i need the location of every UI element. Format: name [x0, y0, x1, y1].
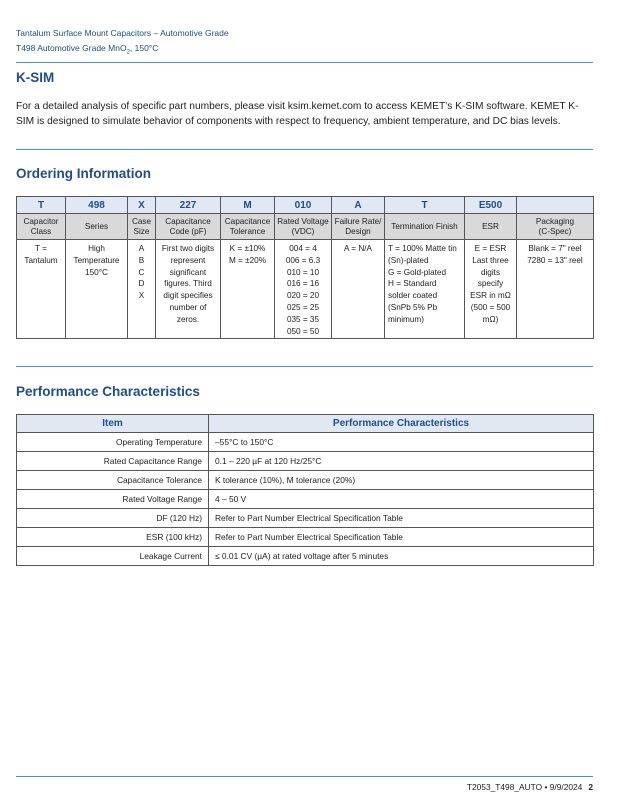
performance-item: Rated Voltage Range — [17, 490, 209, 509]
ordering-title: Ordering Information — [16, 166, 151, 181]
ordering-body-line: G = Gold-plated — [388, 267, 447, 277]
performance-header-row — [17, 415, 594, 433]
ordering-code-cell: A — [332, 197, 385, 214]
page-footer — [467, 782, 593, 792]
ordering-code-cell: E500 — [465, 197, 517, 214]
ordering-code-cell: 227 — [156, 197, 221, 214]
ordering-body-line: First two digits — [161, 244, 215, 253]
ordering-header-row — [17, 214, 594, 240]
ordering-body-line: solder coated — [388, 291, 438, 301]
ordering-header-line: Code (pF) — [169, 226, 207, 236]
ordering-body-line: 050 = 50 — [286, 326, 320, 336]
ordering-body-line: specify — [477, 279, 504, 289]
ksim-paragraph: For a detailed analysis of specific part numbers, please visit ksim.kemet.com to access KEMET’s K-SIM software. KEMET K-SIM is designed to simulate behavior of components with respect to frequency, ambient temperature, and DC bias levels. — [16, 101, 579, 127]
ordering-header-line: Packaging — [535, 216, 575, 226]
ordering-header-line: Failure Rate/ — [334, 216, 382, 226]
ordering-code-cell — [517, 197, 594, 214]
ordering-code-cell: X — [128, 197, 156, 214]
ordering-header-line: Size — [133, 226, 150, 236]
ordering-header-line: Class — [30, 226, 52, 236]
ordering-header-line: Capacitance — [224, 216, 271, 226]
ordering-body-line: digit specifies — [163, 291, 213, 301]
page-number: 2 — [588, 782, 593, 792]
performance-item: Rated Capacitance Range — [17, 452, 209, 471]
header-series-line — [16, 42, 593, 59]
ordering-header-line: Rated Voltage — [277, 216, 329, 226]
header-series-subscript: 2 — [126, 49, 130, 56]
page-header — [16, 27, 593, 63]
ordering-body-line: M = ±20% — [228, 255, 267, 265]
ordering-header-cell — [156, 214, 221, 240]
ordering-table — [16, 196, 594, 339]
performance-item: Leakage Current — [17, 547, 209, 566]
performance-row — [17, 509, 594, 528]
ordering-body-line: Last three — [472, 255, 509, 265]
ordering-body-line: 035 = 35 — [286, 314, 320, 324]
ordering-header-line: ESR — [482, 221, 499, 231]
section-divider — [16, 366, 593, 367]
ordering-header-line: Design — [345, 226, 371, 236]
ordering-body-line: zeros. — [176, 314, 200, 324]
performance-table — [16, 414, 594, 566]
ordering-body-line: C — [138, 267, 145, 277]
performance-item: ESR (100 kHz) — [17, 528, 209, 547]
performance-row — [17, 547, 594, 566]
footer-rule — [16, 776, 593, 777]
ordering-body-cell — [128, 240, 156, 339]
ordering-body-line: significant — [169, 267, 207, 277]
ordering-header-line: Capacitance — [165, 216, 211, 226]
ordering-body-cell — [17, 240, 66, 339]
performance-col-value: Performance Characteristics — [209, 415, 594, 433]
ordering-body-line: T = — [35, 244, 47, 253]
performance-item: DF (120 Hz) — [17, 509, 209, 528]
header-product-line: Tantalum Surface Mount Capacitors – Automotive Grade — [16, 28, 229, 38]
ordering-body-line: B — [138, 255, 145, 265]
section-divider — [16, 149, 593, 150]
ordering-body-line: number of — [169, 302, 207, 312]
performance-value: 4 – 50 V — [209, 490, 594, 509]
performance-row — [17, 452, 594, 471]
ordering-body-cell — [385, 240, 465, 339]
ordering-body-cell — [275, 240, 332, 339]
ordering-header-line: Termination Finish — [391, 221, 458, 231]
ordering-body-line: Temperature — [73, 255, 120, 265]
ordering-body-line: minimum) — [388, 314, 424, 324]
ordering-body-cell — [517, 240, 594, 339]
header-rule — [16, 62, 593, 63]
ordering-body-line: 025 = 25 — [286, 302, 320, 312]
ordering-header-cell — [465, 214, 517, 240]
performance-row — [17, 490, 594, 509]
ordering-body-cell — [66, 240, 128, 339]
ordering-code-cell: M — [221, 197, 275, 214]
ordering-body-line: 016 = 16 — [286, 279, 320, 289]
ordering-body-line: H = Standard — [388, 279, 437, 289]
performance-item: Operating Temperature — [17, 433, 209, 452]
ordering-body-line: K = ±10% — [229, 244, 266, 253]
ordering-header-cell — [17, 214, 66, 240]
performance-value: –55°C to 150°C — [209, 433, 594, 452]
ordering-body-line: 010 = 10 — [286, 267, 320, 277]
ordering-header-line: Series — [84, 221, 109, 231]
performance-title: Performance Characteristics — [16, 384, 200, 399]
ordering-body-line: T = 100% Matte tin — [388, 244, 457, 253]
ordering-body-line: (500 = 500 — [470, 302, 511, 312]
ordering-code-cell: 498 — [66, 197, 128, 214]
ordering-body-line: 020 = 20 — [286, 291, 320, 301]
ordering-body-line: 7280 = 13" reel — [527, 255, 583, 265]
performance-item: Capacitance Tolerance — [17, 471, 209, 490]
footer-doc-id: T2053_T498_AUTO • 9/9/2024 — [466, 782, 583, 792]
ordering-body-line: represent — [170, 255, 206, 265]
ordering-body-cell — [332, 240, 385, 339]
ordering-body-line: D — [138, 279, 145, 289]
performance-value: K tolerance (10%), M tolerance (20%) — [209, 471, 594, 490]
performance-value: ≤ 0.01 CV (µA) at rated voltage after 5 minutes — [209, 547, 594, 566]
ordering-header-line: Case — [131, 216, 152, 226]
ordering-body-line: A — [138, 244, 145, 253]
ordering-header-cell — [128, 214, 156, 240]
ordering-body-line: mΩ) — [482, 314, 499, 324]
ordering-body-line: 006 = 6.3 — [285, 255, 321, 265]
ordering-header-cell — [221, 214, 275, 240]
ordering-header-cell — [66, 214, 128, 240]
ordering-body-line: figures. Third — [164, 279, 212, 289]
ordering-header-cell — [275, 214, 332, 240]
performance-row — [17, 528, 594, 547]
ordering-body-line: 150°C — [85, 267, 108, 277]
ordering-body-line: High — [88, 244, 105, 253]
ordering-body-line: Tantalum — [24, 255, 58, 265]
ordering-header-cell — [385, 214, 465, 240]
ordering-code-cell: T — [17, 197, 66, 214]
ordering-header-line: (C-Spec) — [538, 226, 572, 236]
ordering-body-line: X — [138, 291, 145, 301]
ordering-body-line: (Sn)-plated — [388, 255, 429, 265]
performance-col-item: Item — [17, 415, 209, 433]
ordering-body-line: digits — [480, 267, 501, 277]
ordering-header-line: Tolerance — [229, 226, 266, 236]
ordering-header-line: Capacitor — [23, 216, 59, 226]
ordering-body-line: ESR in mΩ — [470, 291, 511, 301]
header-series-suffix: , 150°C — [129, 43, 159, 53]
ordering-code-row — [17, 197, 594, 214]
ordering-body-line: A = N/A — [344, 244, 372, 253]
ordering-body-line: (SnPb 5% Pb — [388, 302, 438, 312]
ordering-header-line: (VDC) — [291, 226, 315, 236]
ordering-body-cell — [221, 240, 275, 339]
ordering-body-row — [17, 240, 594, 339]
ksim-title: K-SIM — [16, 70, 55, 85]
performance-value: Refer to Part Number Electrical Specification Table — [209, 509, 594, 528]
ordering-code-cell: T — [385, 197, 465, 214]
ordering-body-line: 004 = 4 — [289, 244, 317, 253]
ordering-body-line: E = ESR — [474, 244, 507, 253]
header-series-prefix: T498 Automotive Grade MnO — [16, 43, 127, 53]
ordering-header-cell — [332, 214, 385, 240]
performance-value: 0.1 – 220 µF at 120 Hz/25°C — [209, 452, 594, 471]
ordering-body-line: Blank = 7" reel — [528, 244, 582, 253]
ordering-header-cell — [517, 214, 594, 240]
ordering-body-cell — [156, 240, 221, 339]
performance-row — [17, 471, 594, 490]
performance-value: Refer to Part Number Electrical Specification Table — [209, 528, 594, 547]
ordering-code-cell: 010 — [275, 197, 332, 214]
ordering-body-cell — [465, 240, 517, 339]
performance-row — [17, 433, 594, 452]
